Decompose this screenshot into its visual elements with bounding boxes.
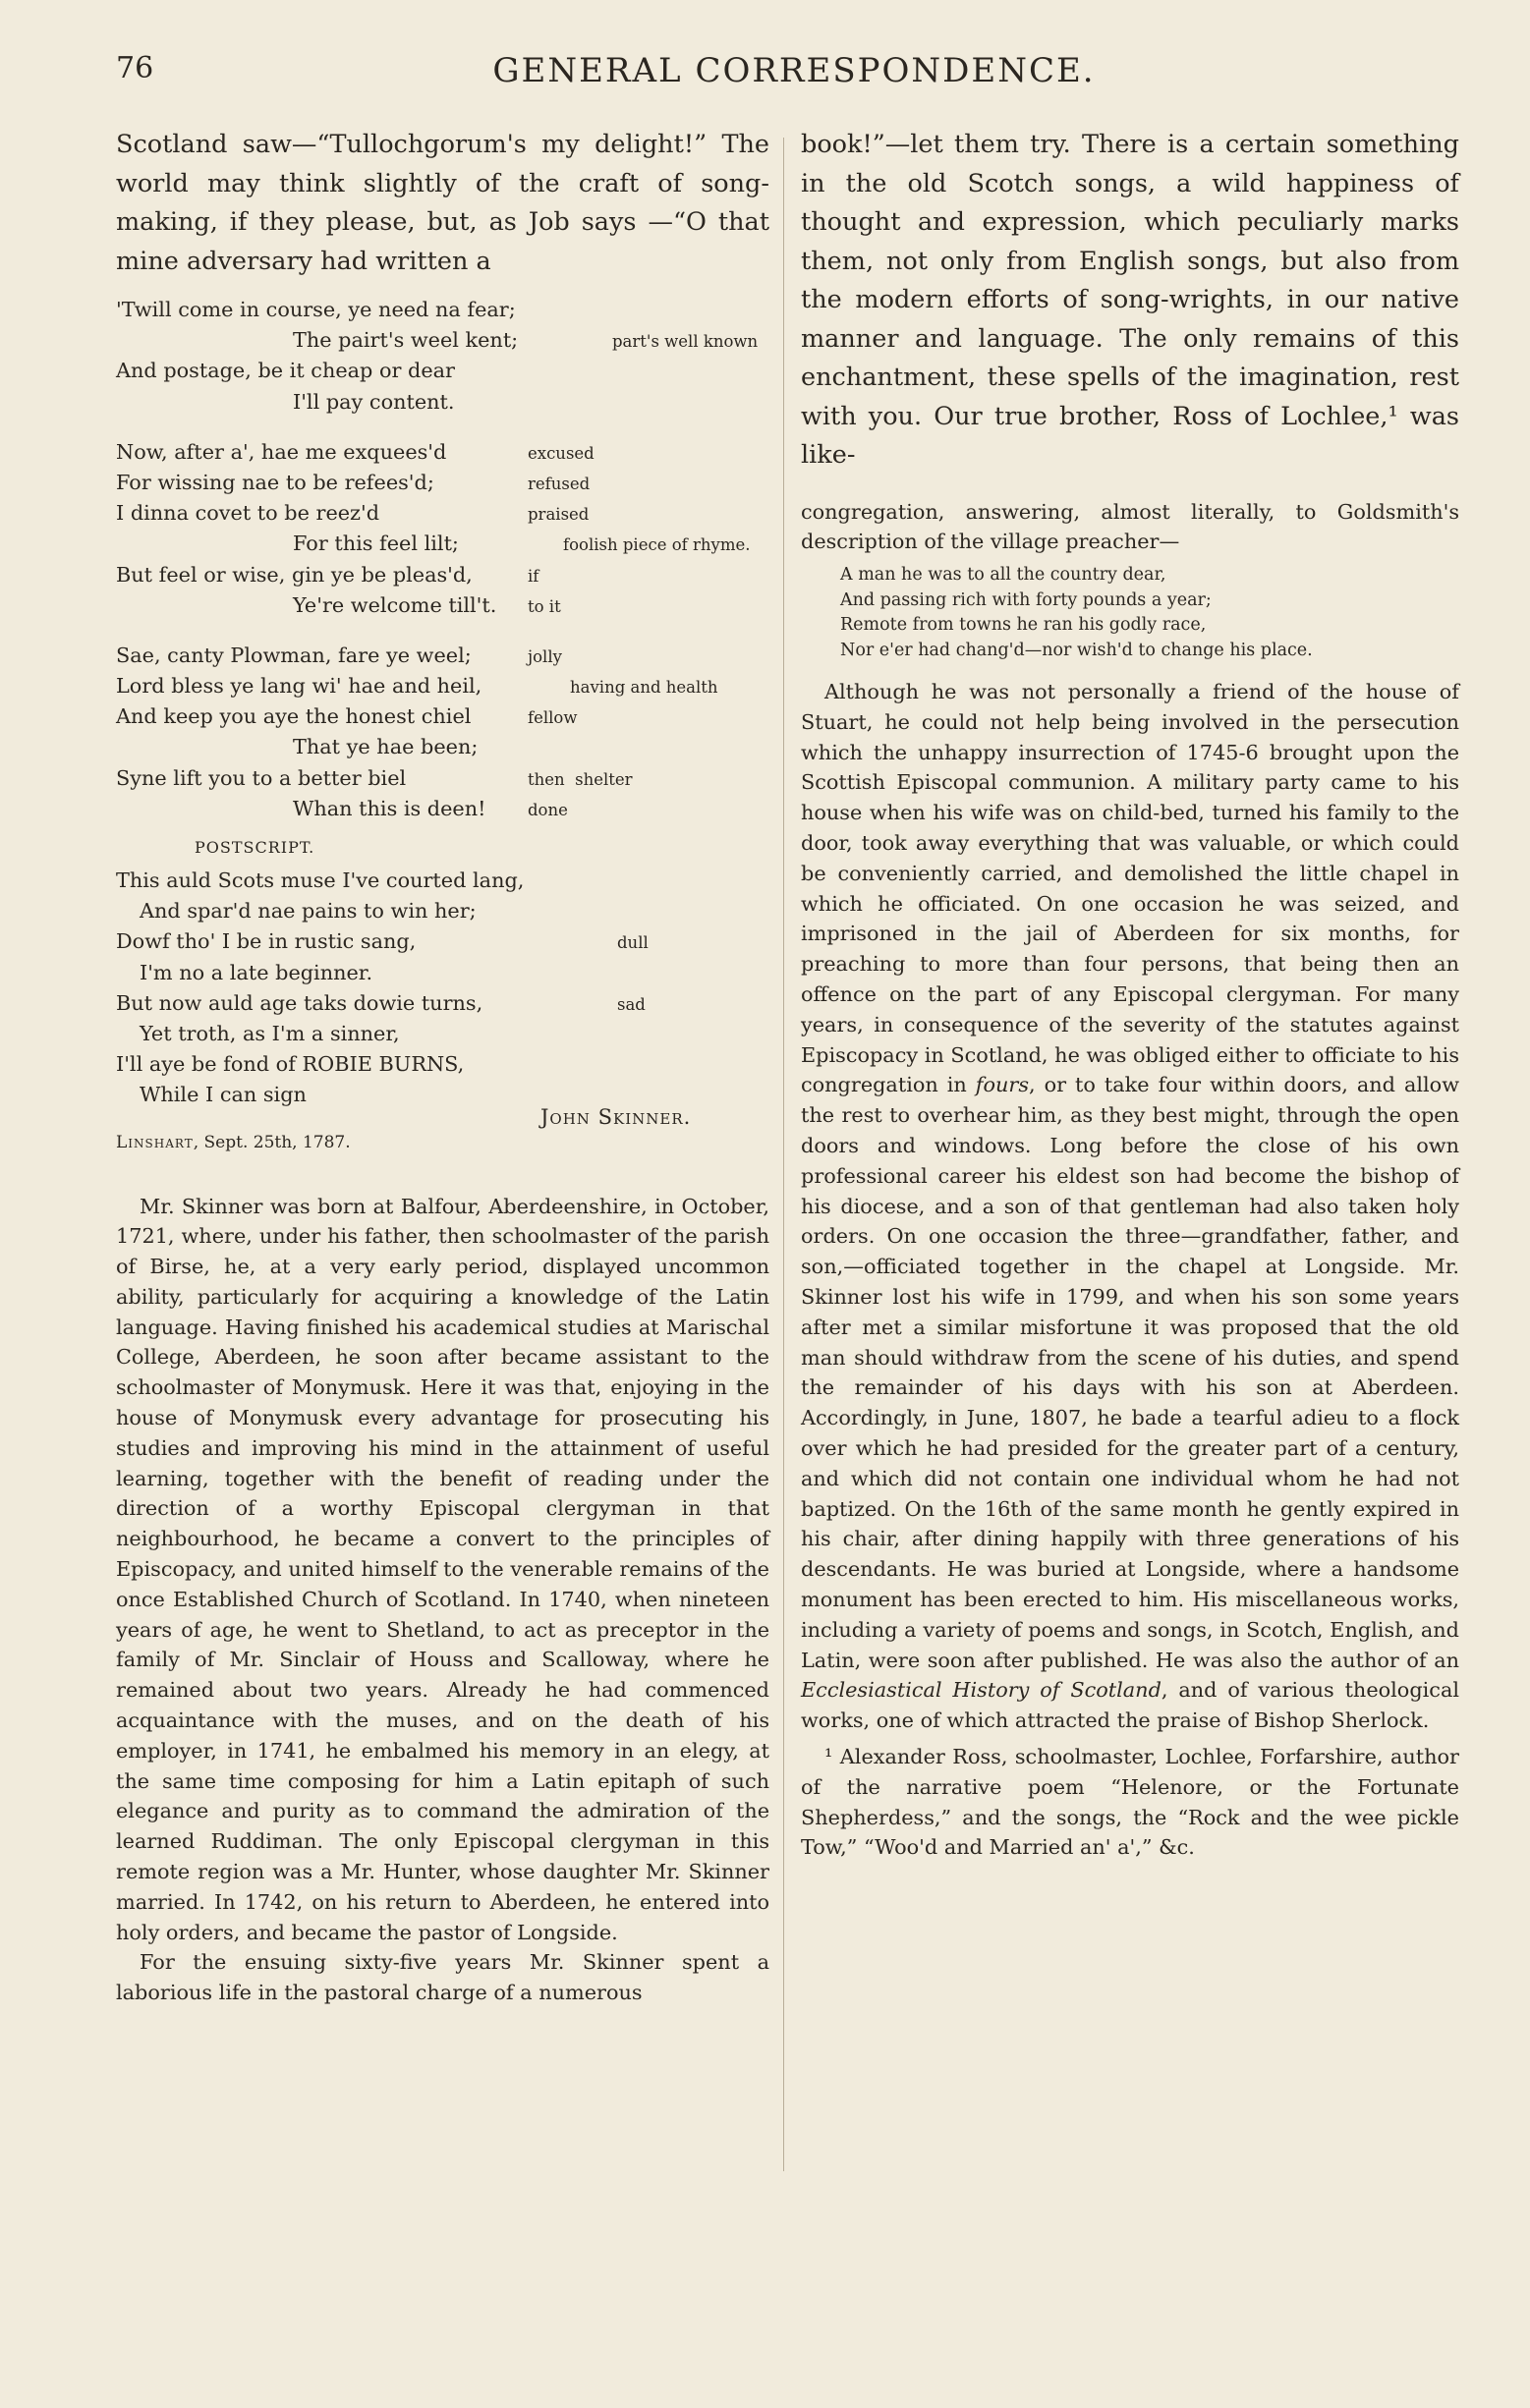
page-header [116, 51, 1472, 100]
verse-line: And keep you aye the honest chiel fellow [116, 701, 769, 732]
gloss: praised [528, 505, 590, 525]
quote-line: A man he was to all the country dear, [840, 565, 1166, 586]
gloss: part's well known [612, 332, 759, 352]
quote-line: And passing rich with forty pounds a year; [840, 589, 1212, 610]
verse-line: I'm no a late beginner. [140, 960, 373, 984]
verse-line: Ye're welcome till't. to it [116, 590, 769, 621]
poem-verse [116, 295, 769, 824]
quote-line: Remote from towns he ran his godly race, [840, 615, 1207, 636]
verse-line: Whan this is deen! done [116, 794, 769, 824]
verse-line: I'll aye be fond of ROBIE BURNS, [116, 1052, 465, 1077]
place-date: Linshart, Sept. 25th, 1787. [116, 1132, 351, 1152]
verse-line: Lord bless ye lang wi' hae and heil, having and health [116, 671, 769, 701]
verse-line: The pairt's weel kent; part's well known [116, 325, 769, 356]
verse-line: That ye hae been; [293, 735, 479, 759]
verse-line: Dowf tho' I be in rustic sang, dull [116, 926, 769, 957]
verse-line: For this feel lilt; foolish piece of rhyme. [116, 529, 769, 559]
gloss: sad [617, 994, 646, 1014]
signature-block [116, 1104, 769, 1170]
verse-line: And spar'd nae pains to win her; [140, 899, 477, 924]
right-column [801, 126, 1459, 1863]
postscript-verse [116, 866, 769, 1111]
gloss: to it [528, 596, 561, 616]
verse-line: For wissing nae to be refees'd; refused [116, 468, 769, 498]
gloss: foolish piece of rhyme. [563, 535, 751, 555]
verse-line: While I can sign [140, 1083, 307, 1107]
verse-line: But feel or wise, gin ye be pleas'd, if [116, 560, 769, 590]
verse-line: I'll pay content. [293, 389, 455, 414]
left-column [116, 126, 769, 2008]
gloss: jolly [528, 646, 562, 666]
column-divider [783, 138, 784, 2171]
page-number: 76 [116, 51, 154, 85]
footnote: ¹ Alexander Ross, schoolmaster, Lochlee, Forfarshire, author of the narrative poem “Helenore, or the Fortunate Shepherdess,” and the songs, the “Rock and the wee pickle Tow,” “Woo'd and Married an' a',” &c. [801, 1744, 1459, 1860]
gloss: then shelter [528, 769, 633, 789]
gloss: excused [528, 443, 595, 463]
verse-line: And postage, be it cheap or dear [116, 359, 455, 383]
verse-line: Yet troth, as I'm a sinner, [140, 1021, 400, 1045]
biography-continuation: congregation, answering, almost literally, to Goldsmith's description of the village preacher— [801, 499, 1459, 554]
letter-intro: Scotland saw—“Tullochgorum's my delight!” The world may think slightly of the craft of song-making, if they please, but, as Job says —“O that mine adversary had written a [116, 130, 769, 276]
verse-line: But now auld age taks dowie turns, sad [116, 988, 769, 1019]
signature: John Skinner. [540, 1104, 692, 1129]
biography-paragraph: Although he was not personally a friend of the house of Stuart, he could not help being involved in the persecution which the unhappy insurrection of 1745-6 brought upon the Scottish Episcopal communion. A military party came to his house when his wife was on child-bed, turned his family to the door, took away everything that was valuable, or which could be conveniently carried, and demolished the little chapel in which he officiated. On one occasion he was seized, and imprisoned in the jail of Aberdeen for six months, for preaching to more than four persons, that being then an offence on the part of any Episcopal clergyman. For many years, in consequence of the severity of the statutes against Episcopacy in Scotland, he was obliged either to officiate to his congregation in fours, or to take four within doors, and allow the rest to overhear him, as they best might, through the open doors and windows. Long before the close of his own professional career his eldest son had become the bishop of his diocese, and a son of that gentleman had also taken holy orders. On one occasion the three—grandfather, father, and son,—officiated together in the chapel at Longside. Mr. Skinner lost his wife in 1799, and when his son some years after met a similar misfortune it was proposed that the old man should withdraw from the scene of his duties, and spend the remainder of his days with his son at Aberdeen. Accordingly, in June, 1807, he bade a tearful adieu to a flock over which he had presided for the greater part of a century, and which did not contain one individual whom he had not baptized. On the 16th of the same month he gently expired in his chair, after dining happily with three generations of his descendants. He was buried at Longside, where a handsome monument has been erected to him. His miscellaneous works, including a variety of poems and songs, in Scotch, English, and Latin, were soon after published. He was also the author of an Ecclesiastical History of Scotland, and of various theological works, one of which attracted the praise of Bishop Sherlock. [801, 680, 1460, 1733]
verse-line: I dinna covet to be reez'd praised [116, 498, 769, 529]
quote-line: Nor e'er had chang'd—nor wish'd to change his place. [840, 640, 1313, 660]
verse-line: This auld Scots muse I've courted lang, [116, 868, 525, 892]
running-title: GENERAL CORRESPONDENCE. [492, 51, 1096, 90]
letter-continuation: book!”—let them try. There is a certain something in the old Scotch songs, a wild happiness of thought and expression, which peculiarly marks them, not only from English songs, but also from the modern efforts of song-wrights, in our native manner and language. The only remains of this enchantment, these spells of the imagination, rest with you. Our true brother, Ross of Lochlee,¹ was like- [801, 130, 1459, 470]
postscript-heading: POSTSCRIPT. [195, 838, 315, 857]
goldsmith-quote [840, 563, 1459, 663]
gloss: fellow [528, 708, 578, 728]
verse-line: Now, after a', hae me exquees'd excused [116, 437, 769, 468]
gloss: dull [617, 933, 649, 953]
gloss: having and health [570, 678, 718, 698]
gloss: if [528, 566, 539, 586]
gloss: refused [528, 474, 591, 493]
verse-line: 'Twill come in course, ye need na fear; [116, 298, 516, 321]
gloss: done [528, 800, 568, 819]
verse-line: Sae, canty Plowman, fare ye weel; jolly [116, 641, 769, 671]
biography-paragraph: For the ensuing sixty-five years Mr. Skinner spent a laborious life in the pastoral charge of a numerous [116, 1950, 769, 2005]
biography-paragraph: Mr. Skinner was born at Balfour, Aberdeenshire, in October, 1721, where, under his father, then schoolmaster of the parish of Birse, he, at a very early period, displayed uncommon ability, particularly for acquiring a knowledge of the Latin language. Having finished his academical studies at Marischal College, Aberdeen, he soon after became assistant to the schoolmaster of Monymusk. Here it was that, enjoying in the house of Monymusk every advantage for prosecuting his studies and improving his mind in the attainment of useful learning, together with the benefit of reading under the direction of a worthy Episcopal clergyman in that neighbourhood, he became a convert to the principles of Episcopacy, and united himself to the venerable remains of the once Established Church of Scotland. In 1740, when nineteen years of age, he went to Shetland, to act as preceptor in the family of Mr. Sinclair of Houss and Scalloway, where he remained about two years. Already he had commenced acquaintance with the muses, and on the death of his employer, in 1741, he embalmed his memory in an elegy, at the same time composing for him a Latin epitaph of such elegance and purity as to command the admiration of the learned Ruddiman. The only Episcopal clergyman in this remote region was a Mr. Hunter, whose daughter Mr. Skinner married. In 1742, on his return to Aberdeen, he entered into holy orders, and became the pastor of Longside. [116, 1194, 769, 1944]
verse-line: Syne lift you to a better biel then shelter [116, 763, 769, 794]
